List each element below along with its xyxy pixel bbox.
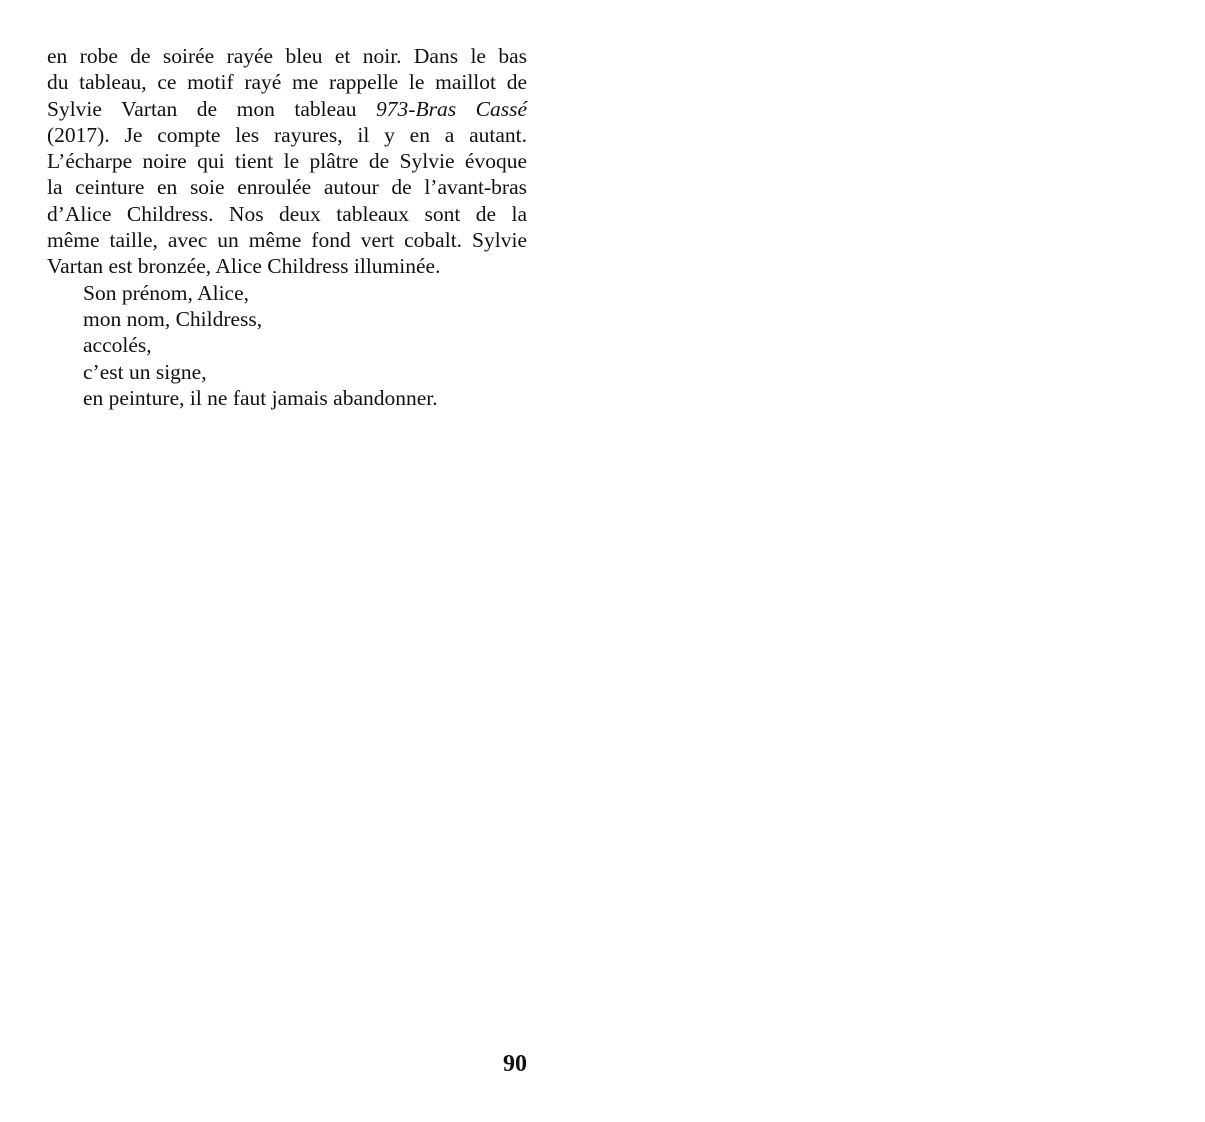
verse-line-2: mon nom, Childress, [83,306,263,331]
paragraph-line-4: (2017). Je compte les rayures, il y en a autant. [47,122,527,147]
paragraph-line-1: en robe de soirée rayée bleu et noir. Dans le bas [47,44,527,68]
verse-line-5: en peinture, il ne faut jamais abandonner. [83,385,438,410]
paragraph-line-5: L’écharpe noire qui tient le plâtre de Sylvie évoque [47,149,527,174]
verse-line-1: Son prénom, Alice, [83,280,250,305]
paragraph-line-6: la ceinture en soie enroulée autour de l’avant-bras [47,175,527,200]
artwork-title: 973-Bras Cassé [376,96,527,121]
paragraph-line-2: du tableau, ce motif rayé me rappelle le maillot de [47,70,527,95]
verse-line-3: accolés, [83,333,152,358]
paragraph-line-3-text: Sylvie Vartan de mon tableau [47,96,377,121]
page-number: 90 [503,1051,527,1077]
paragraph-line-7: d’Alice Childress. Nos deux tableaux sont de la [47,201,527,226]
paragraph-line-3 [47,96,527,122]
verse-line-4: c’est un signe, [83,359,207,384]
paragraph-line-9: Vartan est bronzée, Alice Childress illuminée. [47,254,441,279]
paragraph-line-8: même taille, avec un même fond vert cobalt. Sylvie [47,228,527,253]
body-text [47,43,527,411]
